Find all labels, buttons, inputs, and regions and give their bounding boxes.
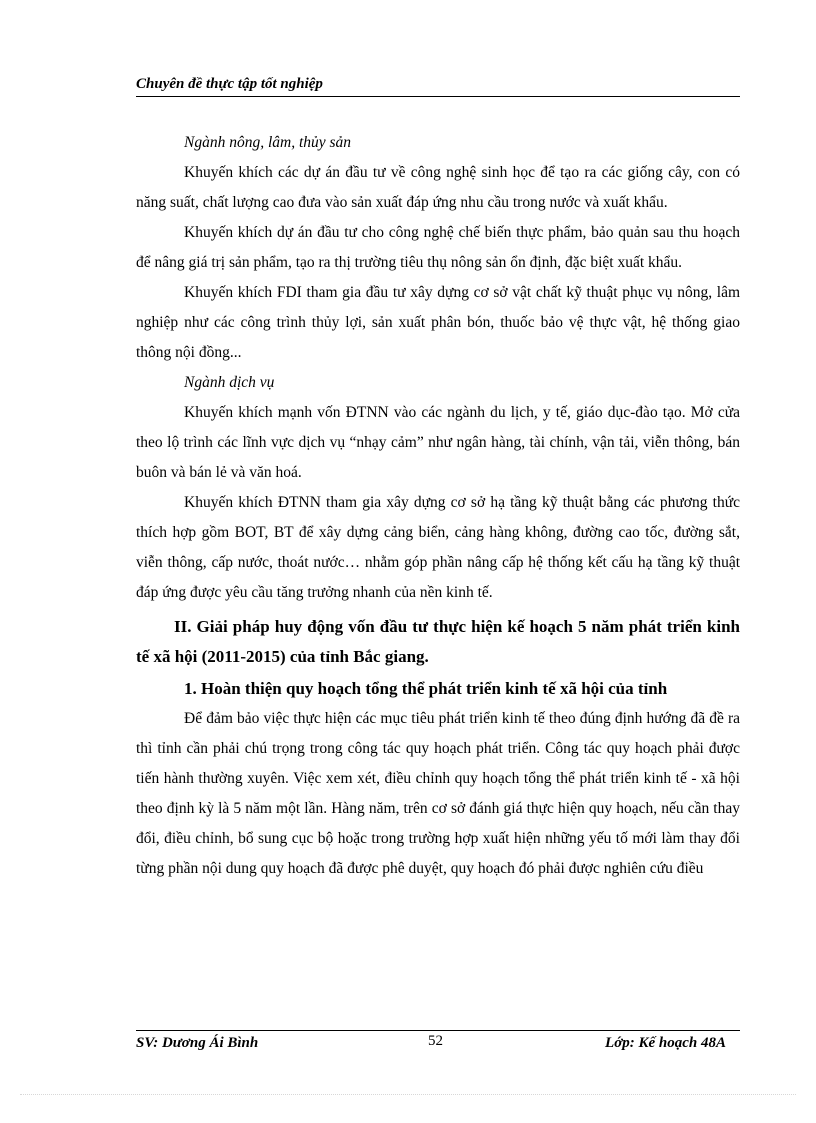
footer-class-name: Lớp: Kế hoạch 48A: [605, 1035, 726, 1051]
subsection-heading: 1. Hoàn thiện quy hoạch tổng thể phát triển kinh tế xã hội của tỉnh: [184, 679, 668, 698]
body-paragraph: Khuyến khích mạnh vốn ĐTNN vào các ngành du lịch, y tế, giáo dục-đào tạo. Mở cửa theo lộ trình các lĩnh vực dịch vụ “nhạy cảm” như ngân hàng, tài chính, vận tải, viễn thông, bán buôn và bán lẻ và văn hoá.: [136, 404, 740, 481]
page-bottom-divider: [20, 1094, 796, 1095]
document-body: [136, 128, 740, 884]
body-paragraph: Khuyến khích các dự án đầu tư về công nghệ sinh học để tạo ra các giống cây, con có năng suất, chất lượng cao đưa vào sản xuất đáp ứng nhu cầu trong nước và xuất khẩu.: [136, 164, 740, 211]
body-paragraph: Khuyến khích dự án đầu tư cho công nghệ chế biến thực phẩm, bảo quản sau thu hoạch để nâng giá trị sản phẩm, tạo ra thị trường tiêu thụ nông sản ổn định, đặc biệt xuất khẩu.: [136, 224, 740, 271]
footer-student-name: SV: Dương Ái Bình: [136, 1035, 259, 1051]
subsection-label: Ngành dịch vụ: [184, 374, 275, 391]
page-header: [136, 74, 740, 97]
header-title: Chuyên đề thực tập tốt nghiệp: [136, 76, 323, 92]
page-footer: [136, 1030, 740, 1059]
subsection-label: Ngành nông, lâm, thủy sản: [184, 134, 352, 151]
section-heading: II. Giải pháp huy động vốn đầu tư thực hiện kế hoạch 5 năm phát triển kinh tế xã hội (2011-2015) của tỉnh Bắc giang.: [136, 617, 740, 666]
body-paragraph: Khuyến khích FDI tham gia đầu tư xây dựng cơ sở vật chất kỹ thuật phục vụ nông, lâm nghiệp như các công trình thủy lợi, sản xuất phân bón, thuốc bảo vệ thực vật, hệ thống giao thông nội đồng...: [136, 284, 740, 361]
page-number: 52: [428, 1033, 443, 1049]
body-paragraph: Khuyến khích ĐTNN tham gia xây dựng cơ sở hạ tầng kỹ thuật bằng các phương thức thích hợp gồm BOT, BT để xây dựng cảng biển, cảng hàng không, đường cao tốc, đường sắt, viễn thông, cấp nước, thoát nước… nhằm góp phần nâng cấp hệ thống kết cấu hạ tầng kỹ thuật đáp ứng được yêu cầu tăng trưởng nhanh của nền kinh tế.: [136, 494, 740, 601]
body-paragraph: Để đảm bảo việc thực hiện các mục tiêu phát triển kinh tế theo đúng định hướng đã đề ra thì tỉnh cần phải chú trọng trong công tác quy hoạch phát triển. Công tác quy hoạch phải được tiến hành thường xuyên. Việc xem xét, điều chỉnh quy hoạch tổng thể phát triển kinh tế - xã hội theo định kỳ là 5 năm một lần. Hàng năm, trên cơ sở đánh giá thực hiện quy hoạch, nếu cần thay đổi, điều chỉnh, bổ sung cục bộ hoặc trong trường hợp xuất hiện những yếu tố mới làm thay đổi từng phần nội dung quy hoạch đã được phê duyệt, quy hoạch đó phải được nghiên cứu điều: [136, 710, 740, 877]
